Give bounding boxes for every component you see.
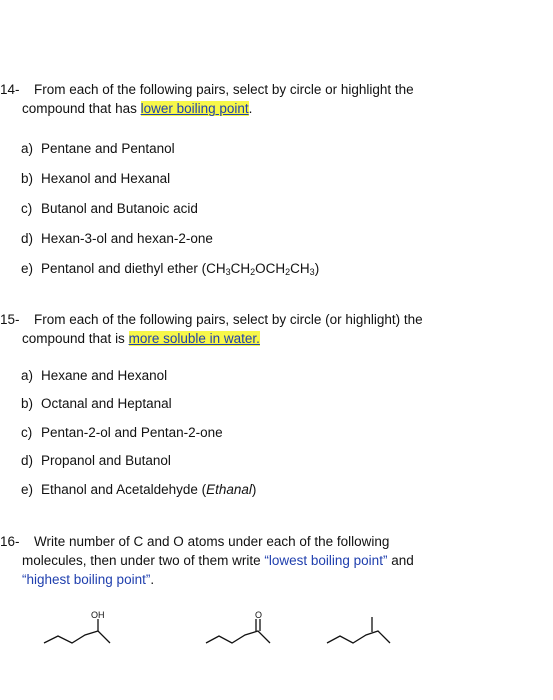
question-number: 15- bbox=[0, 312, 20, 327]
option-item[interactable] bbox=[21, 425, 223, 440]
option-item[interactable] bbox=[21, 482, 256, 497]
subscript: 3 bbox=[309, 267, 315, 277]
formula-part: OCH bbox=[255, 261, 286, 276]
carbon-chain bbox=[206, 631, 270, 643]
option-letter: b) bbox=[21, 171, 34, 186]
blue-phrase: “lowest boiling point” bbox=[264, 553, 388, 568]
option-letter: e) bbox=[21, 482, 34, 497]
option-letter: d) bbox=[21, 231, 34, 246]
option-item[interactable] bbox=[21, 231, 213, 246]
option-item[interactable] bbox=[21, 368, 167, 383]
molecule-structures bbox=[0, 605, 553, 685]
molecule-alkane bbox=[327, 617, 390, 643]
option-text: Propanol and Butanol bbox=[41, 453, 171, 468]
option-text: Octanal and Heptanal bbox=[41, 396, 172, 411]
carbon-chain bbox=[327, 631, 390, 643]
option-text: Hexane and Hexanol bbox=[41, 368, 168, 383]
molecule-alcohol bbox=[44, 610, 110, 643]
question-14 bbox=[0, 80, 414, 118]
option-item[interactable] bbox=[21, 201, 198, 216]
option-item[interactable] bbox=[21, 141, 175, 156]
option-text: Pentanol and diethyl ether (CH bbox=[41, 261, 226, 276]
option-item[interactable] bbox=[21, 261, 319, 276]
question-text: molecules, then under two of them write bbox=[22, 553, 265, 568]
punctuation: . bbox=[248, 101, 253, 116]
option-letter: a) bbox=[21, 368, 34, 383]
question-16 bbox=[0, 532, 414, 589]
subscript: 2 bbox=[250, 267, 256, 277]
o-label: O bbox=[255, 610, 263, 620]
question-text: From each of the following pairs, select by circle (or highlight) the bbox=[34, 312, 423, 327]
punctuation: . bbox=[150, 572, 155, 587]
option-letter: c) bbox=[21, 201, 33, 216]
option-text: Pentane and Pentanol bbox=[41, 141, 175, 156]
molecule-ketone bbox=[206, 610, 270, 643]
formula-part: ) bbox=[314, 261, 320, 276]
question-text: Write number of C and O atoms under each of the following bbox=[34, 534, 390, 549]
subscript: 3 bbox=[225, 267, 231, 277]
question-number: 14- bbox=[0, 82, 20, 97]
option-item[interactable] bbox=[21, 453, 171, 468]
question-number: 16- bbox=[0, 534, 20, 549]
option-letter: d) bbox=[21, 453, 34, 468]
carbon-chain bbox=[44, 631, 110, 643]
option-text: Ethanol and Acetaldehyde ( bbox=[41, 482, 207, 497]
formula-part: CH bbox=[230, 261, 251, 276]
option-text: Pentan-2-ol and Pentan-2-one bbox=[41, 425, 223, 440]
subscript: 2 bbox=[285, 267, 291, 277]
oh-label: OH bbox=[91, 610, 105, 620]
option-letter: c) bbox=[21, 425, 33, 440]
highlighted-phrase: more soluble in water. bbox=[128, 331, 260, 346]
question-text: From each of the following pairs, select by circle or highlight the bbox=[34, 82, 414, 97]
option-letter: a) bbox=[21, 141, 34, 156]
option-text: Hexanol and Hexanal bbox=[41, 171, 171, 186]
option-italic-text: Ethanal bbox=[206, 482, 252, 497]
question-text: compound that is bbox=[22, 331, 129, 346]
option-letter: b) bbox=[21, 396, 34, 411]
question-text: and bbox=[387, 553, 414, 568]
option-item[interactable] bbox=[21, 396, 172, 411]
formula-part: CH bbox=[290, 261, 310, 276]
blue-phrase: “highest boiling point” bbox=[22, 572, 151, 587]
punctuation: ) bbox=[251, 482, 257, 497]
highlighted-phrase: lower boiling point bbox=[140, 101, 249, 116]
option-item[interactable] bbox=[21, 171, 170, 186]
question-15 bbox=[0, 310, 423, 348]
option-text: Hexan-3-ol and hexan-2-one bbox=[41, 231, 213, 246]
option-text: Butanol and Butanoic acid bbox=[41, 201, 198, 216]
question-text: compound that has bbox=[22, 101, 141, 116]
option-letter: e) bbox=[21, 261, 34, 276]
